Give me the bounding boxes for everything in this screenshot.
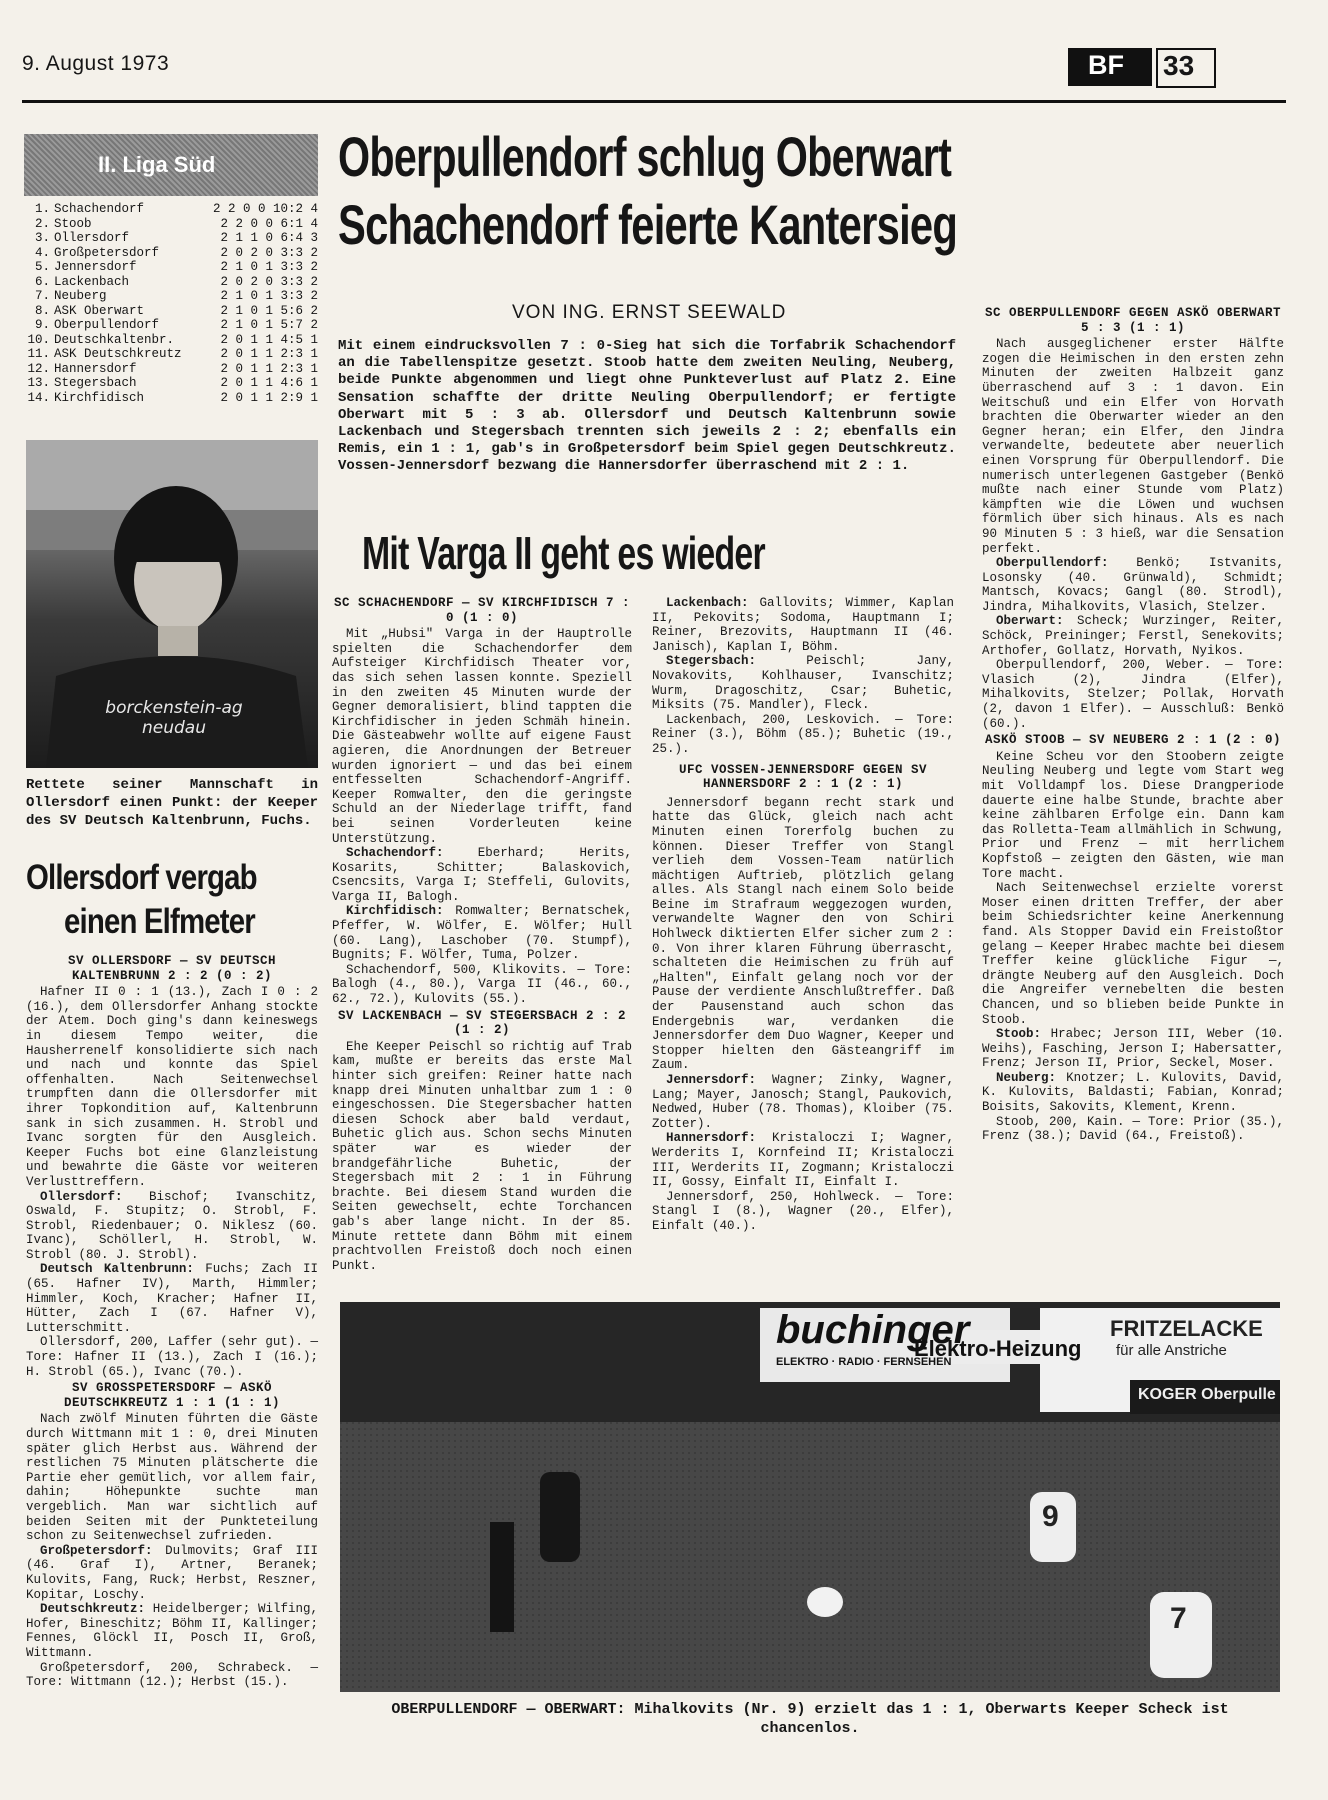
lead-paragraph: Mit einem eindrucksvollen 7 : 0-Sieg hat sich die Torfabrik Schachendorf an die Tabellenspitze gesetzt. Stoob hatte dem zweiten Neuling, Neuberg, beide Punkte abgenommen und liegt ohne Punkteverlust auf Platz 2. Eine Sensation schaffte der dritte Neuling Oberpullendorf; er fertigte Oberwart mit 5 : 3 ab. Ollersdorf und Deutsch Kaltenbrunn sowie Lackenbach und Stegersbach trennten sich jeweils 2 : 2; ebenfalls ein Remis, ein 1 : 1, gab's in Großpetersdorf beim Spiel gegen Deutschkreutz. Vossen-Jennersdorf bezwang die Hannersdorfer überraschend mit 2 : 1. — [338, 338, 956, 475]
lineup-label: Kirchfidisch: — [346, 904, 444, 919]
lineup-label: Neuberg: — [996, 1070, 1057, 1085]
main-headline-2: Schachendorf feierte Kantersieg — [338, 193, 958, 256]
league-rank: 4. — [34, 245, 50, 260]
league-team: Großpetersdorf — [54, 245, 160, 260]
league-rank: 2. — [34, 216, 50, 231]
league-team: Stoob — [54, 216, 92, 231]
league-rank: 10. — [27, 332, 50, 347]
lineup: Scheck; Wurzinger, Reiter, Schöck, Preininger; Ferstl, Senekovits; Arthofer, Gollatz, Horvath, Nyikos. — [982, 614, 1284, 658]
lineup-label: Oberpullendorf: — [996, 556, 1109, 571]
lineup-label: Großpetersdorf: — [40, 1543, 153, 1558]
league-rank: 11. — [27, 347, 50, 361]
ad-buchinger-sub: ELEKTRO · RADIO · FERNSEHEN — [776, 1356, 952, 1368]
league-stats: 2 0 2 0 3:3 2 — [220, 245, 318, 260]
league-table-row — [26, 347, 318, 362]
league-team: Deutschkaltenbr. — [54, 332, 175, 347]
lineup: Dulmovits; Graf III (46. Graf I), Artner, Beranek; Kulovits, Fang, Ruck; Herbst, Reszner, Kopitar, Loschy. — [26, 1543, 318, 1602]
ad-buchinger: buchinger — [776, 1308, 970, 1352]
league-rank: 12. — [27, 361, 50, 376]
left-headline-2: einen Elfmeter — [64, 902, 255, 941]
match-header: UFC VOSSEN-JENNERSDORF GEGEN SV HANNERSDORF 2 : 1 (2 : 1) — [678, 762, 928, 792]
league-stats: 2 1 0 1 5:6 2 — [220, 303, 318, 318]
lineup-label: Ollersdorf: — [40, 1189, 123, 1204]
match-header: SV GROSSPETERSDORF — ASKÖ DEUTSCHKREUTZ 1 : 1 (1 : 1) — [63, 1381, 281, 1410]
league-stats: 2 1 0 1 3:3 2 — [220, 260, 318, 274]
paragraph: Nach ausgeglichener erster Hälfte zogen die Heimischen in den ersten zehn Minuten der zweiten Halbzeit ganz überraschend auf 3 : 1 davon. Ein Weitschuß und ein Elfer von Horvath brachten die Oberwarter wieder an den Gegner heran; ein Elfer, den Jindra verwandelte, bedeutete aber neuerlich einen Vorsprung für Oberpullendorf. Die numerisch unterlegenen Gastgeber (Benkö mußte nach einer Stunde vom Platz) kämpften wie die Löwen und wuchsen förmlich über sich hinaus. Als es nach 90 Minuten 5 : 3 hieß, war die Sensation perfekt. — [982, 337, 1284, 556]
lineup-label: Jennersdorf: — [666, 1073, 757, 1087]
lineup-label: Deutsch Kaltenbrunn: — [40, 1262, 194, 1277]
league-stats: 2 1 0 1 5:7 2 — [220, 318, 318, 332]
league-rank: 1. — [34, 202, 50, 216]
league-team: Lackenbach — [54, 274, 130, 289]
league-table — [26, 202, 318, 405]
paragraph: Jennersdorf begann recht stark und hatte das Glück, gleich nach acht Minuten einen Torerfolg buchen zu können. Dieser Treffer von Stangl verlieh dem Vossen-Team natürlich mächtigen Auftrieb, plötzlich gelang alles. Als Stangl nach einem Solo beide Beine im Strafraum weggezogen wurden, verwandelte Wagner den von Schiri Hohlweck diktierten Elfer sicher zum 2 : 0. Von ihrer klaren Führung überrascht, schalteten die Heimischen zu früh auf „Halten", Einfalt gelang noch vor der Pause der verdiente Anschlußtreffer. Daß der Pausenstand auch schon das Endergebnis war, verdanken die Jennersdorfer dem Duo Wagner, Keeper und Stopper hielten den Gästeangriff im Zaum. — [652, 795, 954, 1073]
league-table-row — [26, 362, 318, 377]
paragraph: Großpetersdorf, 200, Schrabeck. — Tore: Wittmann (12.); Herbst (15.). — [26, 1660, 318, 1690]
lineup: Eberhard; Herits, Kosarits, Schitter; Balaskovich, Csencsits, Varga I; Steffeli, Gulovits, Varga II, Balogh. — [332, 846, 632, 904]
league-team: Ollersdorf — [54, 231, 130, 245]
lineup: Hrabec; Jerson III, Weber (10. Weihs), Fasching, Jerson I; Habersatter, Frenz; Jerson II, Prior, Seckel, Moser. — [982, 1027, 1284, 1071]
paragraph: Lackenbach, 200, Leskovich. — Tore: Reiner (3.), Böhm (85.); Buhetic (19., 25.). — [652, 712, 954, 756]
league-stats: 2 0 1 1 4:6 1 — [220, 376, 318, 390]
lineup-label: Oberwart: — [996, 614, 1064, 629]
paragraph: Nach zwölf Minuten führten die Gäste durch Wittmann mit 1 : 0, drei Minuten später glich Herbst aus. Während der restlichen 75 Minuten plätscherte die Partie eher gemütlich, vor allem fair, dahin; Höhepunkte suchte man vergeblich. Man war sichtlich auf beiden Seiten mit der Punkteteilung schon zu Seitenwechsel zufrieden. — [26, 1412, 318, 1544]
league-title-banner — [24, 134, 318, 196]
left-headline-1: Ollersdorf vergab — [26, 858, 257, 897]
match-header: SC OBERPULLENDORF GEGEN ASKÖ OBERWART 5 : 3 (1 : 1) — [984, 306, 1282, 335]
league-table-row — [26, 333, 318, 348]
league-stats: 2 0 1 1 2:3 1 — [220, 347, 318, 361]
main-headline-1: Oberpullendorf schlug Oberwart — [338, 125, 952, 188]
lineup: Heidelberger; Wilfing, Hofer, Bineschitz; Böhm II, Kallinger; Fennes, Glöckl II, Posch II, Groß, Wittmann. — [26, 1602, 318, 1660]
league-table-row — [26, 231, 318, 246]
match-header: SC SCHACHENDORF — SV KIRCHFIDISCH 7 : 0 (1 : 0) — [333, 596, 631, 625]
jersey-number-7: 7 — [1170, 1602, 1187, 1635]
league-rank: 8. — [34, 303, 50, 318]
section-label: BF — [1088, 50, 1124, 80]
paragraph: Oberpullendorf, 200, Weber. — Tore: Vlasich (2), Jindra (Elfer), Mihalkovits, Stelzer; Pollak, Horvath (2, davon 1 Elfer). — Ausschluß: Benkö (60.). — [982, 658, 1284, 731]
league-team: Kirchfidisch — [54, 390, 145, 405]
league-rank: 14. — [27, 390, 50, 405]
lineup: Peischl; Jany, Novakovits, Kohlhauser, Ivanschitz; Wurm, Dragoschitz, Csar; Buhetic, Miksits (75. Mandler), Fleck. — [652, 654, 954, 713]
caption-text: Mihalkovits (Nr. 9) erzielt das 1 : 1, Oberwarts Keeper Scheck ist chancenlos. — [625, 1701, 1229, 1737]
league-rank: 3. — [34, 231, 50, 245]
column-c — [982, 306, 1284, 1144]
match-header: SV LACKENBACH — SV STEGERSBACH 2 : 2 (1 : 2) — [337, 1008, 627, 1038]
lineup: Fuchs; Zach II (65. Hafner IV), Marth, Himmler; Himmler, Koch, Kracher; Hafner II, Hütter, Zach I (67. Hafner V), Lutterschmitt. — [26, 1262, 318, 1335]
league-stats: 2 2 0 0 10:2 4 — [212, 202, 318, 216]
lineup-label: Stegersbach: — [666, 654, 757, 669]
page-number-value: 33 — [1163, 50, 1195, 81]
paragraph: Keine Scheu vor den Stoobern zeigte Neuling Neuberg und legte vom Start weg mit Volldampf los. Diese Drangperiode dauerte eine halbe Stunde, brachte aber keine zählbaren Erfolge ein. Dann kam das Rolletta-Team allmählich in Schwung, Prior und Frenz — mit herrlichem Kopfstoß — zeigten den Gästen, wie man Tore macht. — [982, 749, 1284, 881]
left-article-body — [26, 954, 318, 1690]
league-stats: 2 1 1 0 6:4 3 — [220, 231, 318, 245]
column-a — [332, 596, 632, 1273]
league-team: Hannersdorf — [54, 361, 137, 376]
league-stats: 2 1 0 1 3:3 2 — [220, 289, 318, 303]
ad-fritzelacke: FRITZELACKE — [1110, 1316, 1263, 1341]
lineup: Benkö; Istvanits, Losonsky (40. Grünwald), Schmidt; Mantsch, Kovacs; Gangl (80. Strodl), Jindra, Mihalkovits, Vlasich, Stelzer. — [982, 556, 1284, 614]
caption-lead: OBERPULLENDORF — OBERWART: — [391, 1701, 626, 1718]
ad-elektro-heizung: Elektro-Heizung — [914, 1336, 1082, 1361]
lineup-label: Schachendorf: — [346, 846, 444, 861]
league-team: ASK Oberwart — [54, 303, 145, 318]
paragraph: Schachendorf, 500, Klikovits. — Tore: Balogh (4., 80.), Varga II (46., 60., 62., 72.), Kulovits (55.). — [332, 962, 632, 1007]
paragraph: Hafner II 0 : 1 (13.), Zach I 0 : 2 (16.), dem Ollersdorfer Anhang stockte der Atem. Doch ging's dann keineswegs in diesem Tempo weiter, die Hausherrenelf konsolidierte sich nach und nach und konnte das Spiel offenhalten. Nach Seitenwechsel trumpften dann die Ollersdorfer mit ihrer Topkondition auf, Kaltenbrunn sank in sich zusammen. H. Strobl und Ivanc sorgten für den Ausgleich. Keeper Fuchs bot eine Glanzleistung und bewahrte die Gäste vor weiteren Verlusttreffern. — [26, 985, 318, 1189]
league-table-row — [26, 202, 318, 217]
paragraph: Mit „Hubsi" Varga in der Hauptrolle spielten die Schachendorfer dem Aufsteiger Kirchfidisch Theater vor, das sich sehen lassen konnte. Speziell in den zweiten 45 Minuten wurde der Gegner demoralisiert, blind tappten die Kirchfidischer in jeden Schmäh hinein. Die Gästeabwehr wollte auf eigene Faust agieren, die Anordnungen der Betreuer wurden ignoriert — und das bei einem entfesselten Schachendorf-Angriff. Keeper Romwalter, den die geringste Schuld an der Niederlage trifft, fand bei seinen Vorderleuten keine Unterstützung. — [332, 627, 632, 846]
lineup-label: Lackenbach: — [666, 596, 749, 610]
league-table-row — [26, 391, 318, 406]
ad-koger: KOGER Oberpulle — [1138, 1386, 1276, 1403]
byline: VON ING. ERNST SEEWALD — [512, 302, 787, 323]
league-table-row — [26, 275, 318, 290]
match-header: ASKÖ STOOB — SV NEUBERG 2 : 1 (2 : 0) — [984, 733, 1282, 748]
match-photo — [340, 1302, 1280, 1692]
match-photo-caption — [340, 1700, 1280, 1738]
lineup: Bischof; Ivanschitz, Oswald, F. Stupitz; O. Strobl, F. Strobl, Riedenbauer; O. Niklesz (60. Ivanc), Schöllerl, H. Strobl, W. Strobl (80. J. Strobl). — [26, 1189, 318, 1262]
league-stats: 2 2 0 0 6:1 4 — [220, 216, 318, 231]
league-team: Jennersdorf — [54, 260, 137, 274]
league-table-row — [26, 304, 318, 319]
league-table-row — [26, 289, 318, 304]
match-header: SV OLLERSDORF — SV DEUTSCH KALTENBRUNN 2 : 2 (0 : 2) — [67, 954, 277, 983]
keeper-photo — [26, 440, 318, 768]
league-rank: 6. — [34, 274, 50, 289]
league-stats: 2 0 1 1 2:3 1 — [220, 361, 318, 376]
lineup-label: Stoob: — [996, 1027, 1042, 1042]
league-rank: 5. — [34, 260, 50, 274]
paragraph: Ollersdorf, 200, Laffer (sehr gut). — Tore: Hafner II (13.), Zach I (16.); H. Strobl (65.), Ivanc (70.). — [26, 1335, 318, 1379]
league-team: Stegersbach — [54, 376, 137, 390]
header-rule — [22, 100, 1286, 103]
league-rank: 13. — [27, 376, 50, 390]
league-table-row — [26, 217, 318, 232]
paragraph: Stoob, 200, Kain. — Tore: Prior (35.), Frenz (38.); David (64., Freistoß). — [982, 1114, 1284, 1144]
lineup: Gallovits; Wimmer, Kaplan II, Pekovits; Sodoma, Hauptmann I; Reiner, Brezovits, Hauptmann II (46. Janisch), Kaplan I, Böhm. — [652, 596, 954, 654]
lineup-label: Hannersdorf: — [666, 1131, 757, 1146]
league-stats: 2 0 1 1 2:9 1 — [220, 390, 318, 405]
league-team: Oberpullendorf — [54, 318, 160, 332]
league-team: ASK Deutschkreutz — [54, 347, 182, 361]
subheadline: Mit Varga II geht es wieder — [362, 527, 765, 579]
lineup-label: Deutschkreutz: — [40, 1602, 146, 1617]
league-rank: 9. — [34, 318, 50, 332]
lineup: Kristaloczi I; Wagner, Werderits I, Kornfeind II; Kristaloczi III, Werderits II, Zogmann; Kristaloczi II, Gossy, Einfalt II, Einfalt I. — [652, 1131, 954, 1190]
ad-fritzelacke-sub: für alle Anstriche — [1116, 1342, 1227, 1359]
league-team: Schachendorf — [54, 202, 145, 216]
league-table-row — [26, 260, 318, 275]
keeper-photo-caption: Rettete seiner Mannschaft in Ollersdorf einen Punkt: der Keeper des SV Deutsch Kaltenbrunn, Fuchs. — [26, 777, 318, 829]
league-table-row — [26, 376, 318, 391]
column-b — [652, 596, 954, 1234]
jersey-number-9: 9 — [1042, 1500, 1059, 1533]
lineup: Knotzer; L. Kulovits, David, K. Kulovits, Baldasti; Fabian, Konrad; Boisits, Sakovits, Klement, Krenn. — [982, 1070, 1284, 1115]
league-stats: 2 0 2 0 3:3 2 — [220, 274, 318, 289]
league-stats: 2 0 1 1 4:5 1 — [220, 332, 318, 347]
league-rank: 7. — [34, 289, 50, 303]
lineup: Romwalter; Bernatschek, Pfeffer, W. Wölfer, E. Wölfer; Hull (60. Lang), Laschober (70. Stumpf), Bugnits; F. Wölfer, Tuma, Polzer. — [332, 904, 632, 963]
page-number — [1156, 48, 1216, 88]
lineup: Wagner; Zinky, Wagner, Lang; Mayer, Janosch; Stangl, Paukovich, Nedwed, Huber (78. Thomas), Kloiber (75. Zotter). — [652, 1073, 954, 1131]
shirt-sponsor-text: borckenstein-ag neudau — [105, 698, 243, 738]
section-badge — [1068, 48, 1152, 86]
league-table-row — [26, 246, 318, 261]
issue-date: 9. August 1973 — [22, 52, 170, 75]
paragraph: Ehe Keeper Peischl so richtig auf Trab kam, mußte er bereits das erste Mal hinter sich greifen: Reiner hatte nach knapp drei Minuten unhaltbar zum 1 : 0 eingeschossen. Die Stegersbacher hatten diesen Schock aber bald verdaut, Buhetic glich aus. Schon sechs Minuten später war es wieder der brandgefährliche Buhetic, der Stegersbach mit 2 : 1 in Führung brachte. Bei diesem Stand wurden die Seiten gewechselt, echte Torchancen gab's aber lange nicht. In der 85. Minute rettete dann Böhm mit einem prachtvollen Freistoß doch noch einen Punkt. — [332, 1039, 632, 1273]
league-table-row — [26, 318, 318, 333]
league-team: Neuberg — [54, 289, 107, 303]
league-title: II. Liga Süd — [98, 152, 216, 177]
paragraph: Jennersdorf, 250, Hohlweck. — Tore: Stangl I (8.), Wagner (20., Elfer), Einfalt (40.). — [652, 1189, 954, 1233]
paragraph: Nach Seitenwechsel erzielte vorerst Moser einen dritten Treffer, der aber beim Schiedsrichter keine Anerkennung fand. Als Stopper David ein Freistoßtor gelang — Keeper Hrabec machte bei diesem Treffer keine glückliche Figur —, drängte Neuberg auf den Ausgleich. Doch die Angreifer vernebelten die besten Chancen, und so blieben beide Punkte in Stoob. — [982, 881, 1284, 1027]
